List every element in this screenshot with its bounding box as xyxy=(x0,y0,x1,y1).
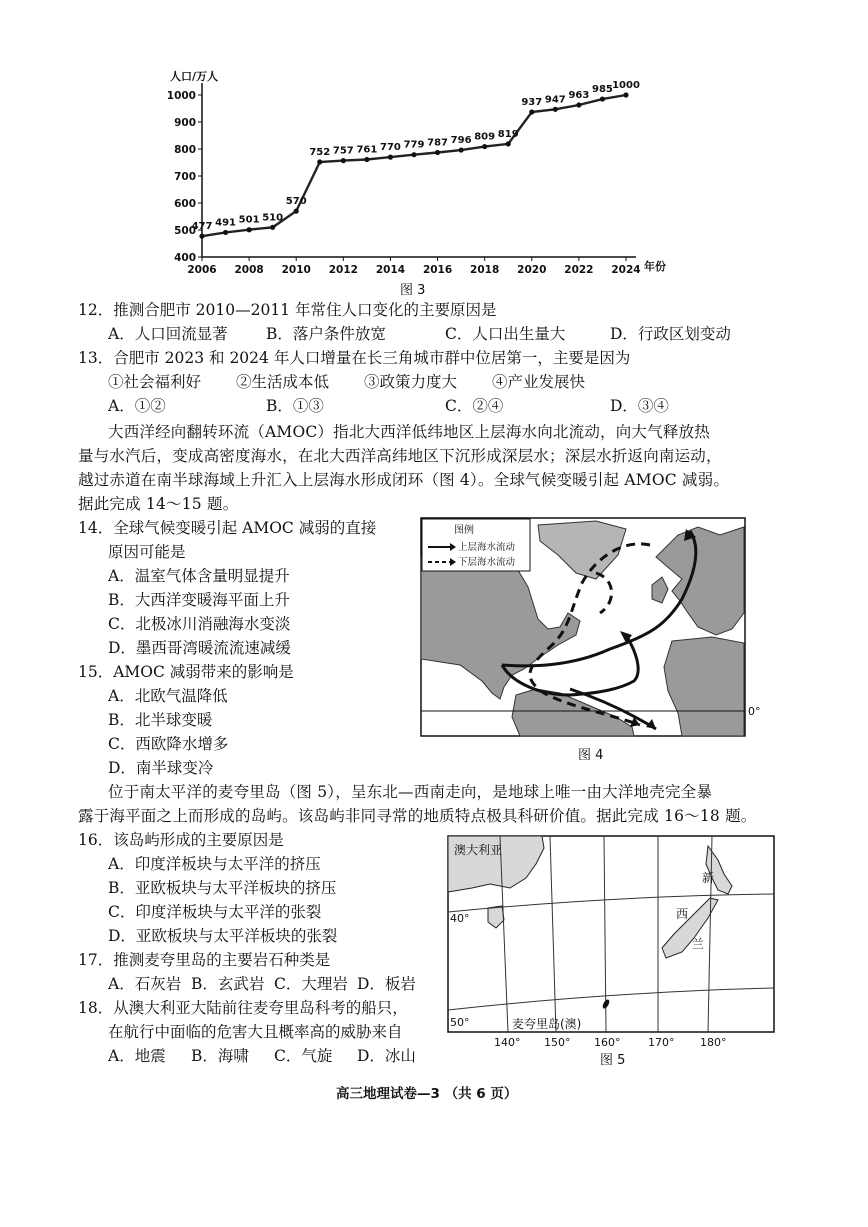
chart-data-label: 787 xyxy=(427,137,448,149)
passage2-line-2: 量与水汽后，变成高密度海水，在北大西洋高纬地区下沉形成深层水；深层水折返向南运动， xyxy=(78,447,722,465)
chart-x-tick-label: 2022 xyxy=(564,264,594,276)
chart-x-ticks xyxy=(187,257,640,276)
q14-stem-2: 原因可能是 xyxy=(108,543,186,561)
equator-label: 0° xyxy=(748,705,761,718)
q15-option-c: C．西欧降水增多 xyxy=(108,735,229,753)
chart-point xyxy=(247,227,252,232)
chart-data-label: 752 xyxy=(309,146,331,158)
q15-option-b: B．北半球变暖 xyxy=(108,711,213,729)
chart-x-tick-label: 2020 xyxy=(517,264,547,276)
q17-option-c: C．大理岩 xyxy=(274,975,348,993)
chart-point xyxy=(482,144,487,149)
chart-point xyxy=(600,96,605,101)
fig5-caption: 图 5 xyxy=(600,1053,626,1068)
chart-point xyxy=(364,157,369,162)
q16-option-d: D．亚欧板块与太平洋板块的张裂 xyxy=(108,927,338,945)
chart-data-label: 491 xyxy=(215,217,236,229)
chart-point xyxy=(317,159,322,164)
chart-data-label: 510 xyxy=(262,212,284,224)
q17-option-d: D．板岩 xyxy=(357,975,416,993)
q17-option-b: B．玄武岩 xyxy=(191,975,265,993)
q15-option-a: A．北欧气温降低 xyxy=(108,687,228,705)
chart-point xyxy=(576,102,581,107)
q14-option-b: B．大西洋变暖海平面上升 xyxy=(108,591,290,609)
macquarie-map xyxy=(446,834,778,1062)
q18-stem-2: 在航行中面临的危害大且概率高的威胁来自 xyxy=(108,1023,403,1041)
chart-x-tick-label: 2010 xyxy=(281,264,311,276)
passage2-line-1: 大西洋经向翻转环流（AMOC）指北大西洋低纬地区上层海水向北流动，向大气释放热 xyxy=(108,423,710,441)
q16-stem: 16．该岛屿形成的主要原因是 xyxy=(78,831,284,849)
label-nz-xi: 西 xyxy=(676,907,689,921)
chart-point xyxy=(411,152,416,157)
q16-option-b: B．亚欧板块与太平洋板块的挤压 xyxy=(108,879,337,897)
chart-y-tick-label: 700 xyxy=(174,171,196,183)
q12-option-b: B．落户条件放宽 xyxy=(266,325,386,343)
chart-point xyxy=(553,107,558,112)
chart-x-tick-label: 2012 xyxy=(328,264,358,276)
label-lon-150: 150° xyxy=(544,1036,571,1049)
passage3-line-1: 位于南太平洋的麦夸里岛（图 5），呈东北—西南走向，是地球上唯一由大洋地壳完全暴 xyxy=(108,783,713,801)
chart-y-tick-label: 400 xyxy=(174,252,196,264)
chart-point xyxy=(341,158,346,163)
label-australia: 澳大利亚 xyxy=(454,843,503,857)
chart-point xyxy=(459,147,464,152)
q13-stem: 13．合肥市 2023 和 2024 年人口增量在长三角城市群中位居第一，主要是因为 xyxy=(78,349,631,367)
q13-option-c: C．②④ xyxy=(445,397,504,415)
fig4-legend-title: 图例 xyxy=(454,525,474,536)
population-line-chart xyxy=(160,62,700,298)
q12-stem: 12．推测合肥市 2010—2011 年常住人口变化的主要原因是 xyxy=(78,301,497,319)
chart-y-tick-label: 500 xyxy=(174,225,196,237)
chart-x-tick-label: 2006 xyxy=(187,264,217,276)
q12-option-a: A．人口回流显著 xyxy=(108,325,228,343)
chart-x-tick-label: 2024 xyxy=(611,264,641,276)
chart-point xyxy=(270,225,275,230)
fig4-legend-upper: 上层海水流动 xyxy=(458,542,516,553)
q14-option-c: C．北极冰川消融海水变淡 xyxy=(108,615,291,633)
chart-axes xyxy=(202,83,636,257)
q13-option-a: A．①② xyxy=(108,397,166,415)
chart-data-label: 809 xyxy=(474,131,496,143)
label-lon-160: 160° xyxy=(594,1036,621,1049)
chart-point xyxy=(223,230,228,235)
q13-item-4: ④产业发展快 xyxy=(492,373,586,391)
chart-data-label: 570 xyxy=(285,196,307,208)
chart-x-tick-label: 2008 xyxy=(234,264,264,276)
chart-point xyxy=(529,109,534,114)
chart-data-label: 761 xyxy=(356,144,378,156)
chart-data-label: 1000 xyxy=(612,80,640,91)
page-footer: 高三地理试卷—3 （共 6 页） xyxy=(336,1086,518,1102)
q18-stem-1: 18．从澳大利亚大陆前往麦夸里岛科考的船只， xyxy=(78,999,408,1017)
passage2-line-4: 据此完成 14～15 题。 xyxy=(78,495,239,513)
chart-data-label: 947 xyxy=(544,94,566,106)
chart-point xyxy=(199,234,204,239)
label-lon-170: 170° xyxy=(648,1036,675,1049)
chart-ylabel: 人口/万人 xyxy=(170,70,219,83)
q17-stem: 17．推测麦夸里岛的主要岩石种类是 xyxy=(78,951,331,969)
label-lat-50: 50° xyxy=(450,1016,470,1029)
chart-data-label: 819 xyxy=(497,128,519,140)
q14-stem-1: 14．全球气候变暖引起 AMOC 减弱的直接 xyxy=(78,519,377,537)
fig3-caption: 图 3 xyxy=(400,283,426,298)
passage3-line-2: 露于海平面之上而形成的岛屿。该岛屿非同寻常的地质特点极具科研价值。据此完成 16～18 题。 xyxy=(78,807,757,825)
q13-option-d: D．③④ xyxy=(610,397,669,415)
fig4-caption: 图 4 xyxy=(578,748,604,763)
chart-point xyxy=(435,150,440,155)
q13-item-2: ②生活成本低 xyxy=(236,373,330,391)
chart-point xyxy=(388,155,393,160)
passage2-line-3: 越过赤道在南半球海域上升汇入上层海水形成闭环（图 4）。全球气候变暖引起 AMOC 减弱。 xyxy=(78,471,730,489)
label-nz-xin: 新 xyxy=(702,871,715,885)
chart-y-tick-label: 1000 xyxy=(166,90,196,102)
chart-x-tick-label: 2014 xyxy=(375,264,406,276)
q16-option-a: A．印度洋板块与太平洋的挤压 xyxy=(108,855,321,873)
chart-data-label: 770 xyxy=(380,142,401,154)
label-macquarie: 麦夸里岛(澳) xyxy=(512,1017,582,1031)
label-lat-40: 40° xyxy=(450,912,470,925)
chart-point xyxy=(623,92,628,97)
chart-data-label: 757 xyxy=(332,145,354,157)
q13-item-1: ①社会福利好 xyxy=(108,373,202,391)
q18-option-c: C．气旋 xyxy=(274,1047,333,1065)
amoc-map xyxy=(420,517,765,739)
chart-data-label: 779 xyxy=(403,139,425,151)
fig4-legend-lower: 下层海水流动 xyxy=(458,557,516,568)
q17-option-a: A．石灰岩 xyxy=(108,975,182,993)
chart-y-tick-label: 600 xyxy=(174,198,196,210)
q18-option-b: B．海啸 xyxy=(191,1047,249,1065)
q18-option-a: A．地震 xyxy=(108,1047,166,1065)
chart-xlabel: 年份 xyxy=(644,260,666,273)
q13-item-3: ③政策力度大 xyxy=(364,373,458,391)
chart-point xyxy=(506,141,511,146)
q14-option-d: D．墨西哥湾暖流流速减缓 xyxy=(108,639,291,657)
q18-option-d: D．冰山 xyxy=(357,1047,416,1065)
label-nz-lan: 兰 xyxy=(692,937,705,951)
q16-option-c: C．印度洋板块与太平洋的张裂 xyxy=(108,903,322,921)
q15-option-d: D．南半球变冷 xyxy=(108,759,214,777)
chart-data-label: 985 xyxy=(592,84,613,96)
q12-option-c: C．人口出生量大 xyxy=(445,325,566,343)
chart-y-ticks xyxy=(167,90,202,264)
chart-data-label: 937 xyxy=(521,97,543,109)
chart-data-label: 477 xyxy=(191,221,213,233)
chart-data-label: 501 xyxy=(238,214,260,226)
chart-y-tick-label: 900 xyxy=(174,117,196,129)
q15-stem: 15．AMOC 减弱带来的影响是 xyxy=(78,663,294,681)
chart-data-label: 796 xyxy=(450,135,472,147)
label-lon-140: 140° xyxy=(494,1036,521,1049)
chart-data-label: 963 xyxy=(568,89,590,101)
q14-option-a: A．温室气体含量明显提升 xyxy=(108,567,290,585)
chart-y-tick-label: 800 xyxy=(174,144,196,156)
chart-x-tick-label: 2016 xyxy=(422,264,453,276)
chart-point xyxy=(294,209,299,214)
label-lon-180: 180° xyxy=(700,1036,727,1049)
q13-option-b: B．①③ xyxy=(266,397,324,415)
chart-x-tick-label: 2018 xyxy=(470,264,500,276)
q12-option-d: D．行政区划变动 xyxy=(610,325,731,343)
